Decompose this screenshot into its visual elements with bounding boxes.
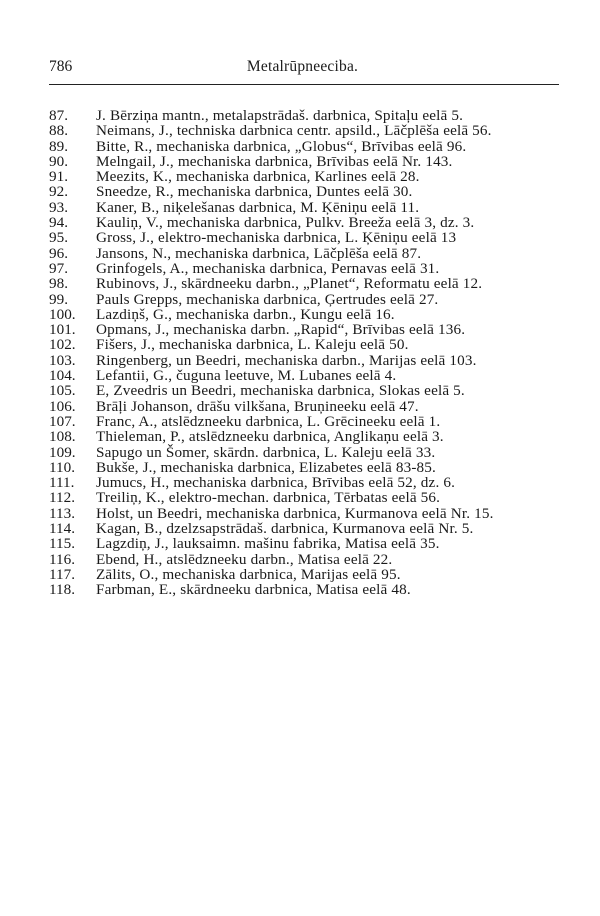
list-item bbox=[49, 322, 556, 337]
entry-number: 107. bbox=[49, 412, 76, 430]
entry-number: 112. bbox=[49, 489, 76, 507]
entry-text: Rubinovs, J., skārdneeku darbn., „Planet“, Reformatu eelā 12. bbox=[96, 275, 483, 293]
list-item bbox=[49, 445, 556, 460]
list-item bbox=[49, 460, 556, 475]
list-item bbox=[49, 552, 556, 567]
entry-text: Sapugo un Šomer, skārdn. darbnica, L. Kaleju eelā 33. bbox=[96, 443, 436, 461]
entry-number: 88. bbox=[49, 122, 68, 140]
entry-number: 114. bbox=[49, 520, 76, 538]
entry-text: Franc, A., atslēdzneeku darbnica, L. Grēcineeku eelā 1. bbox=[96, 412, 441, 430]
entry-number: 118. bbox=[49, 581, 76, 599]
entry-number: 100. bbox=[49, 305, 76, 323]
list-item bbox=[49, 215, 556, 230]
entry-number: 111. bbox=[49, 474, 75, 492]
list-item bbox=[49, 292, 556, 307]
entry-text: Lazdiņš, G., mechaniska darbn., Kungu eelā 16. bbox=[96, 305, 395, 323]
entry-text: Ringenberg, un Beedri, mechaniska darbn., Marijas eelā 103. bbox=[96, 351, 477, 369]
entry-number: 94. bbox=[49, 214, 68, 232]
entry-text: Opmans, J., mechaniska darbn. „Rapid“, Brīvibas eelā 136. bbox=[96, 321, 466, 339]
entry-text: Holst, un Beedri, mechaniska darbnica, Kurmanova eelā Nr. 15. bbox=[96, 504, 494, 522]
entry-text: Jansons, N., mechaniska darbnica, Lāčplēša eelā 87. bbox=[96, 244, 422, 262]
list-item bbox=[49, 337, 556, 352]
entry-number: 101. bbox=[49, 321, 76, 339]
list-item bbox=[49, 399, 556, 414]
list-item bbox=[49, 429, 556, 444]
entry-text: Zālits, O., mechaniska darbnica, Marijas eelā 95. bbox=[96, 565, 401, 583]
entry-text: Kauliņ, V., mechaniska darbnica, Pulkv. Breeža eelā 3, dz. 3. bbox=[96, 214, 475, 232]
entry-text: Sneedze, R., mechaniska darbnica, Duntes eelā 30. bbox=[96, 183, 413, 201]
entry-text: Lagzdiņ, J., lauksaimn. mašinu fabrika, Matisa eelā 35. bbox=[96, 535, 440, 553]
entry-number: 90. bbox=[49, 152, 68, 170]
entry-text: Bukše, J., mechaniska darbnica, Elizabetes eelā 83-85. bbox=[96, 458, 436, 476]
page-header bbox=[49, 58, 556, 80]
entry-number: 115. bbox=[49, 535, 76, 553]
list-item bbox=[49, 123, 556, 138]
entry-number: 98. bbox=[49, 275, 68, 293]
list-item bbox=[49, 582, 556, 597]
entry-text: J. Bērziņa mantn., metalapstrādaš. darbnica, Spitaļu eelā 5. bbox=[96, 107, 464, 124]
entry-number: 99. bbox=[49, 290, 68, 308]
entry-text: Neimans, J., techniska darbnica centr. apsild., Lāčplēša eelā 56. bbox=[96, 122, 492, 140]
entry-number: 96. bbox=[49, 244, 68, 262]
entry-number: 106. bbox=[49, 397, 76, 415]
entry-number: 103. bbox=[49, 351, 76, 369]
entry-text: Farbman, E., skārdneeku darbnica, Matisa eelā 48. bbox=[96, 581, 411, 599]
list-item bbox=[49, 276, 556, 291]
list-item bbox=[49, 139, 556, 154]
entry-text: Ebend, H., atslēdzneeku darbn., Matisa eelā 22. bbox=[96, 550, 393, 568]
entry-number: 102. bbox=[49, 336, 76, 354]
entry-number: 109. bbox=[49, 443, 76, 461]
entry-number: 117. bbox=[49, 565, 76, 583]
list-item bbox=[49, 154, 556, 169]
entry-number: 116. bbox=[49, 550, 76, 568]
list-item bbox=[49, 368, 556, 383]
entry-text: Gross, J., elektro-mechaniska darbnica, L. Ķēniņu eelā 13 bbox=[96, 229, 457, 247]
list-item bbox=[49, 230, 556, 245]
entry-text: Grinfogels, A., mechaniska darbnica, Pernavas eelā 31. bbox=[96, 259, 440, 277]
running-title: Metalrūpneeciba. bbox=[246, 58, 359, 75]
entry-text: Meezits, K., mechaniska darbnica, Karlines eelā 28. bbox=[96, 168, 420, 186]
list-item bbox=[49, 246, 556, 261]
entry-text: Kagan, B., dzelzsapstrādaš. darbnica, Kurmanova eelā Nr. 5. bbox=[96, 520, 474, 538]
list-item bbox=[49, 169, 556, 184]
entry-number: 89. bbox=[49, 137, 68, 155]
entry-number: 93. bbox=[49, 198, 68, 216]
list-item bbox=[49, 108, 556, 123]
list-item bbox=[49, 414, 556, 429]
directory-list bbox=[49, 108, 556, 598]
list-item bbox=[49, 261, 556, 276]
list-item bbox=[49, 184, 556, 199]
entry-text: Fišers, J., mechaniska darbnica, L. Kaleju eelā 50. bbox=[96, 336, 409, 354]
list-item bbox=[49, 383, 556, 398]
list-item bbox=[49, 521, 556, 536]
entry-text: Treiliņ, K., elektro-mechan. darbnica, Tērbatas eelā 56. bbox=[96, 489, 441, 507]
list-item bbox=[49, 490, 556, 505]
entry-text: Kaner, B., niķelešanas darbnica, M. Ķēniņu eelā 11. bbox=[96, 198, 420, 216]
list-item bbox=[49, 475, 556, 490]
page-number: 786 bbox=[49, 58, 73, 75]
entry-text: Thieleman, P., atslēdzneeku darbnica, Anglikaņu eelā 3. bbox=[96, 428, 444, 446]
entry-number: 110. bbox=[49, 458, 76, 476]
entry-text: Bitte, R., mechaniska darbnica, „Globus“, Brīvibas eelā 96. bbox=[96, 137, 467, 155]
header-rule bbox=[49, 84, 559, 85]
list-item bbox=[49, 307, 556, 322]
entry-number: 95. bbox=[49, 229, 68, 247]
entry-text: Lefantii, G., čuguna leetuve, M. Lubanes eelā 4. bbox=[96, 367, 397, 385]
entry-text: Pauls Grepps, mechaniska darbnica, Ģertrudes eelā 27. bbox=[96, 290, 439, 308]
entry-number: 104. bbox=[49, 367, 76, 385]
list-item bbox=[49, 567, 556, 582]
entry-number: 91. bbox=[49, 168, 68, 186]
entry-number: 108. bbox=[49, 428, 76, 446]
entry-number: 92. bbox=[49, 183, 68, 201]
entry-number: 113. bbox=[49, 504, 76, 522]
entry-text: Melngail, J., mechaniska darbnica, Brīvibas eelā Nr. 143. bbox=[96, 152, 453, 170]
entry-number: 87. bbox=[49, 107, 68, 124]
entry-number: 105. bbox=[49, 382, 76, 400]
entry-text: Brāļi Johanson, drāšu vilkšana, Bruņineeku eelā 47. bbox=[96, 397, 419, 415]
entry-text: E, Zveedris un Beedri, mechaniska darbnica, Slokas eelā 5. bbox=[96, 382, 465, 400]
list-item bbox=[49, 536, 556, 551]
list-item bbox=[49, 353, 556, 368]
entry-number: 97. bbox=[49, 259, 68, 277]
entry-text: Jumucs, H., mechaniska darbnica, Brīvibas eelā 52, dz. 6. bbox=[96, 474, 456, 492]
list-item bbox=[49, 200, 556, 215]
list-item bbox=[49, 506, 556, 521]
